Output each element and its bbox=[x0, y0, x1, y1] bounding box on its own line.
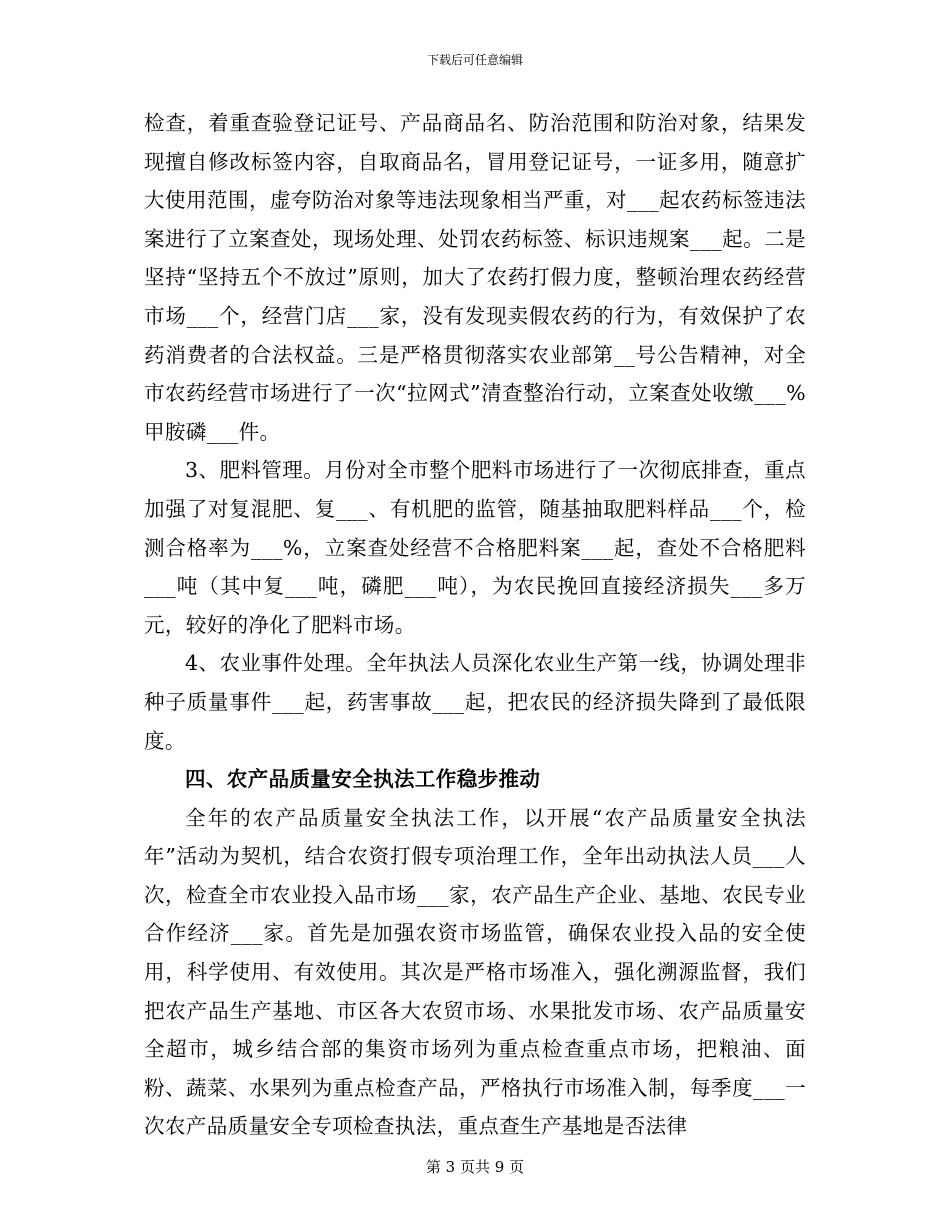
page-header: 下载后可任意编辑 bbox=[426, 53, 523, 67]
page-number: 第 3 页共 9 页 bbox=[425, 1158, 525, 1176]
section-heading: 四、农产品质量安全执法工作稳步推动 bbox=[185, 767, 541, 792]
paragraph-agricultural-incidents: 4、农业事件处理。全年执法人员深化农业生产第一线，协调处理非种子质量事件___起，药害事故___起，把农民的经济损失降到了最低限度。 bbox=[144, 651, 806, 753]
document-body bbox=[144, 104, 806, 1146]
paragraph-product-quality-safety: 全年的农产品质量安全执法工作，以开展“农产品质量安全执法年”活动为契机，结合农资打假专项治理工作，全年出动执法人员___人次，检查全市农业投入品市场___家，农产品生产企业、基地、农民专业合作经济___家。首先是加强农资市场监管，确保农业投入品的安全使用，科学使用、有效使用。其次是严格市场准入，强化溯源监督，我们把农产品生产基地、市区各大农贸市场、水果批发市场、农产品质量安全超市，城乡结合部的集资市场列为重点检查重点市场，把粮油、面粉、蔬菜、水果列为重点检查产品，严格执行市场准入制，每季度___一次农产品质量安全专项检查执法，重点查生产基地是否法律 bbox=[144, 805, 806, 1139]
paragraph-pesticide-enforcement: 检查，着重查验登记证号、产品商品名、防治范围和防治对象，结果发现擅自修改标签内容，自取商品名，冒用登记证号，一证多用，随意扩大使用范围，虚夸防治对象等违法现象相当严重，对___起农药标签违法案进行了立案查处，现场处理、处罚农药标签、标识违规案___起。二是坚持“坚持五个不放过”原则，加大了农药打假力度，整顿治理农药经营市场___个，经营门店___家，没有发现卖假农药的行为，有效保护了农药消费者的合法权益。三是严格贯彻落实农业部第__号公告精神，对全市农药经营市场进行了一次“拉网式”清查整治行动，立案查处收缴___%甲胺磷___件。 bbox=[144, 111, 806, 444]
paragraph-fertilizer-management: 3、肥料管理。月份对全市整个肥料市场进行了一次彻底排查，重点加强了对复混肥、复___、有机肥的监管，随基抽取肥料样品___个，检测合格率为___%，立案查处经营不合格肥料案___起，查处不合格肥料___吨（其中复___吨，磷肥___吨），为农民挽回直接经济损失___多万元，较好的净化了肥料市场。 bbox=[144, 458, 806, 637]
